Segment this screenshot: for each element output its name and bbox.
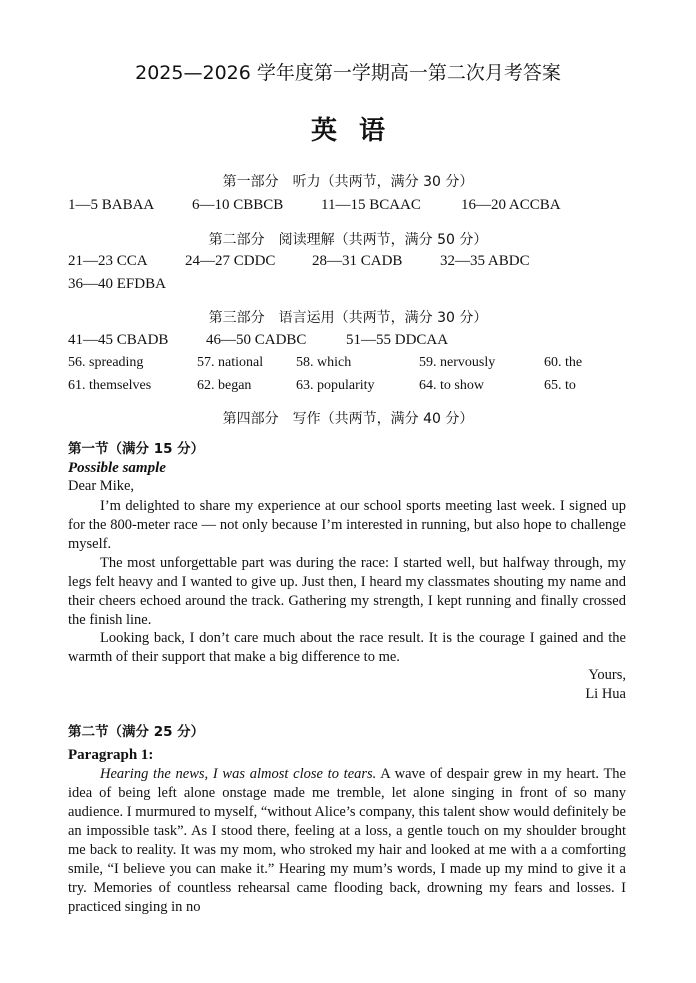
letter-greeting: Dear Mike, [68,478,135,494]
fill-answer: 62. began [197,378,252,393]
fill-answer: 64. to show [419,378,484,393]
paragraph-body: A wave of despair grew in my heart. The idea of being left alone onstage made me tremble, let alone singing in front of so many audience. I murmured to myself, “without Alice’s company, this talent show would definitely be an impossible task”. As I stood there, feeling at a loss, a gentle touch on my shoulder brought me back to reality. It was my mom, who stroked my hair and looked at me with a a comforting smile, “I believe you can make it.” Hearing my mum’s words, I made up my mind to give it a try. Memories of countless rehearsal came flooding back, drowning my fears and losses. I practiced singing in no [68,766,626,915]
continuation-paragraph [68,765,626,917]
letter-paragraph: The most unforgettable part was during the race: I started well, but halfway through, my legs felt heavy and I wanted to give up. Just then, I heard my classmates shouting my name and their cheers echoed around the track. Gathering my strength, I kept running and finally crossed the finish line. [68,555,626,628]
answer-group: 16—20 ACCBA [461,197,561,213]
document-title: 2025—2026 学年度第一学期高一第二次月考答案 [135,62,561,84]
part4-title: 第四部分 写作（共两节，满分 40 分） [222,411,474,427]
section1-heading: 第一节（满分 15 分） [68,441,205,457]
letter-paragraph: I’m delighted to share my experience at our school sports meeting last week. I signed up for the 800-meter race — not only because I’m interested in running, but also hope to challenge myself. [68,498,626,552]
answer-group: 6—10 CBBCB [192,197,284,213]
paragraph-lead-sentence: Hearing the news, I was almost close to tears. [100,766,377,782]
sample-label: Possible sample [68,460,166,476]
section2-heading: 第二节（满分 25 分） [68,724,205,740]
answer-group: 51—55 DDCAA [346,332,449,348]
letter-signature: Li Hua [585,686,626,702]
answer-group: 32—35 ABDC [440,253,530,269]
fill-answer: 58. which [296,355,352,370]
answer-group: 46—50 CADBC [206,332,307,348]
answer-group: 36—40 EFDBA [68,276,166,292]
paragraph-label: Paragraph 1: [68,747,154,763]
letter-closing: Yours, [588,667,626,683]
fill-answer: 61. themselves [68,378,152,393]
answer-group: 24—27 CDDC [185,253,276,269]
part1-title: 第一部分 听力（共两节，满分 30 分） [222,174,474,190]
answer-group: 41—45 CBADB [68,332,169,348]
letter-paragraph: Looking back, I don’t care much about the race result. It is the courage I gained and the warmth of their support that make a big difference to me. [68,630,626,665]
subject-title: 英语 [310,116,407,146]
fill-answer: 59. nervously [419,355,496,370]
part2-title: 第二部分 阅读理解（共两节，满分 50 分） [208,232,488,248]
fill-answer: 60. the [544,355,583,370]
answer-group: 11—15 BCAAC [321,197,421,213]
answer-group: 21—23 CCA [68,253,148,269]
part3-title: 第三部分 语言运用（共两节，满分 30 分） [208,310,488,326]
fill-answer: 56. spreading [68,355,144,370]
answer-group: 28—31 CADB [312,253,403,269]
fill-answer: 63. popularity [296,378,375,393]
answer-group: 1—5 BABAA [68,197,155,213]
fill-answer: 65. to [544,378,576,393]
fill-answer: 57. national [197,355,264,370]
